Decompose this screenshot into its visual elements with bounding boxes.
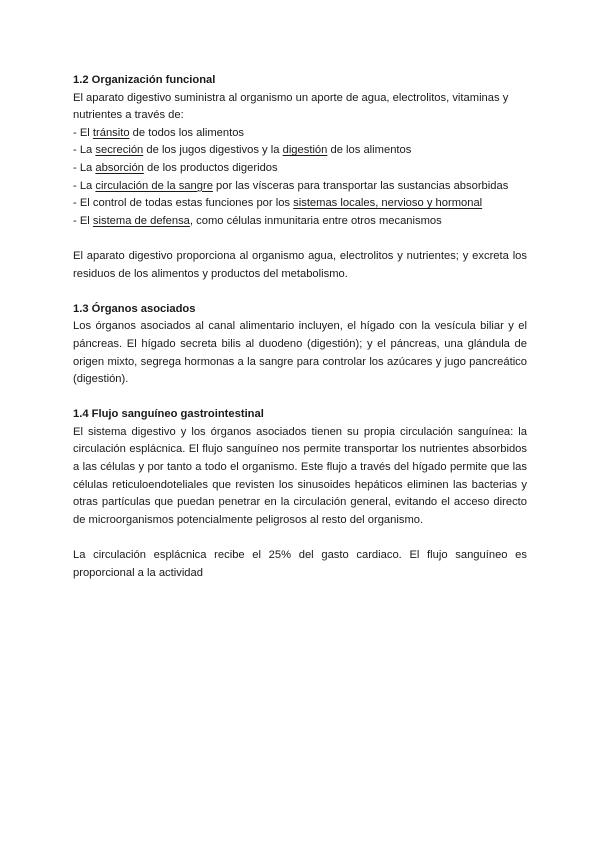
flujo-paragraph: El sistema digestivo y los órganos asociados tienen su propia circulación sanguínea: la circulación esplácnica. El flujo sanguíneo nos permite transportar los nutrientes absorbidos a las células y por tanto a todo el organismo. Este flujo a través del hígado permite que las células reticuloendoteliales que revisten los sinusoides hepáticos eliminen las bacterias y otras partículas que puedan penetrar en la circulación general, evitando el acceso directo de microorganismos potencialmente peligrosos al resto del organismo. bbox=[73, 425, 527, 526]
list-item-text: de los alimentos bbox=[327, 144, 412, 157]
list-item-text: de los jugos digestivos y la bbox=[143, 144, 283, 157]
organos-paragraph: Los órganos asociados al canal alimentario incluyen, el hígado con la vesícula biliar y el páncreas. El hígado secreta bilis al duodeno (digestión); y el páncreas, una glándula de origen mixto, segrega hormonas a la sangre para controlar los azúcares y jugo pancreático (digestión). bbox=[73, 320, 527, 386]
list-item-prefix: - El bbox=[73, 214, 93, 227]
summary-paragraph: El aparato digestivo proporciona al organismo agua, electrolitos y nutrientes; y excreta los residuos de los alimentos y productos del metabolismo. bbox=[73, 249, 527, 280]
list-item bbox=[73, 178, 527, 196]
list-item bbox=[73, 213, 527, 231]
list-item-prefix: - El bbox=[73, 126, 93, 139]
list-item-prefix: - La bbox=[73, 161, 96, 174]
underlined-term: absorción bbox=[95, 161, 144, 174]
list-item-prefix: - La bbox=[73, 144, 96, 157]
paragraph-spacer bbox=[73, 283, 527, 301]
list-item-text: , como células inmunitaria entre otros mecanismos bbox=[189, 214, 442, 227]
flujo-paragraph-2: La circulación esplácnica recibe el 25% del gasto cardiaco. El flujo sanguíneo es proporcional a la actividad bbox=[73, 549, 527, 579]
section-title-flujo: 1.4 Flujo sanguíneo gastrointestinal bbox=[73, 408, 264, 421]
list-item-prefix: - La bbox=[73, 179, 96, 192]
list-item bbox=[73, 125, 527, 143]
underlined-term: sistema de defensa bbox=[92, 214, 190, 227]
paragraph-spacer bbox=[73, 230, 527, 248]
paragraph-spacer bbox=[73, 529, 527, 547]
list-item bbox=[73, 160, 527, 178]
underlined-term: circulación de la sangre bbox=[95, 179, 213, 192]
paragraph-spacer bbox=[73, 389, 527, 407]
list-item-text: de los productos digeridos bbox=[143, 161, 278, 174]
section-title-organizacion: 1.2 Organización funcional bbox=[73, 74, 216, 86]
list-item-text: de todos los alimentos bbox=[129, 126, 245, 139]
underlined-term: tránsito bbox=[92, 126, 130, 139]
list-item bbox=[73, 142, 527, 160]
intro-paragraph: El aparato digestivo suministra al organismo un aporte de agua, electrolitos, vitaminas y nutrientes a través de: bbox=[73, 91, 509, 122]
list-item-text: por las vísceras para transportar las sustancias absorbidas bbox=[212, 179, 509, 192]
list-item bbox=[73, 195, 527, 213]
underlined-term: secreción bbox=[95, 144, 144, 157]
underlined-term: sistemas locales, nervioso y hormonal bbox=[293, 197, 483, 210]
document-page bbox=[73, 72, 527, 582]
underlined-term: digestión bbox=[282, 144, 328, 157]
section-title-organos: 1.3 Órganos asociados bbox=[73, 302, 196, 315]
list-item-prefix: - El control de todas estas funciones por los bbox=[73, 197, 294, 210]
